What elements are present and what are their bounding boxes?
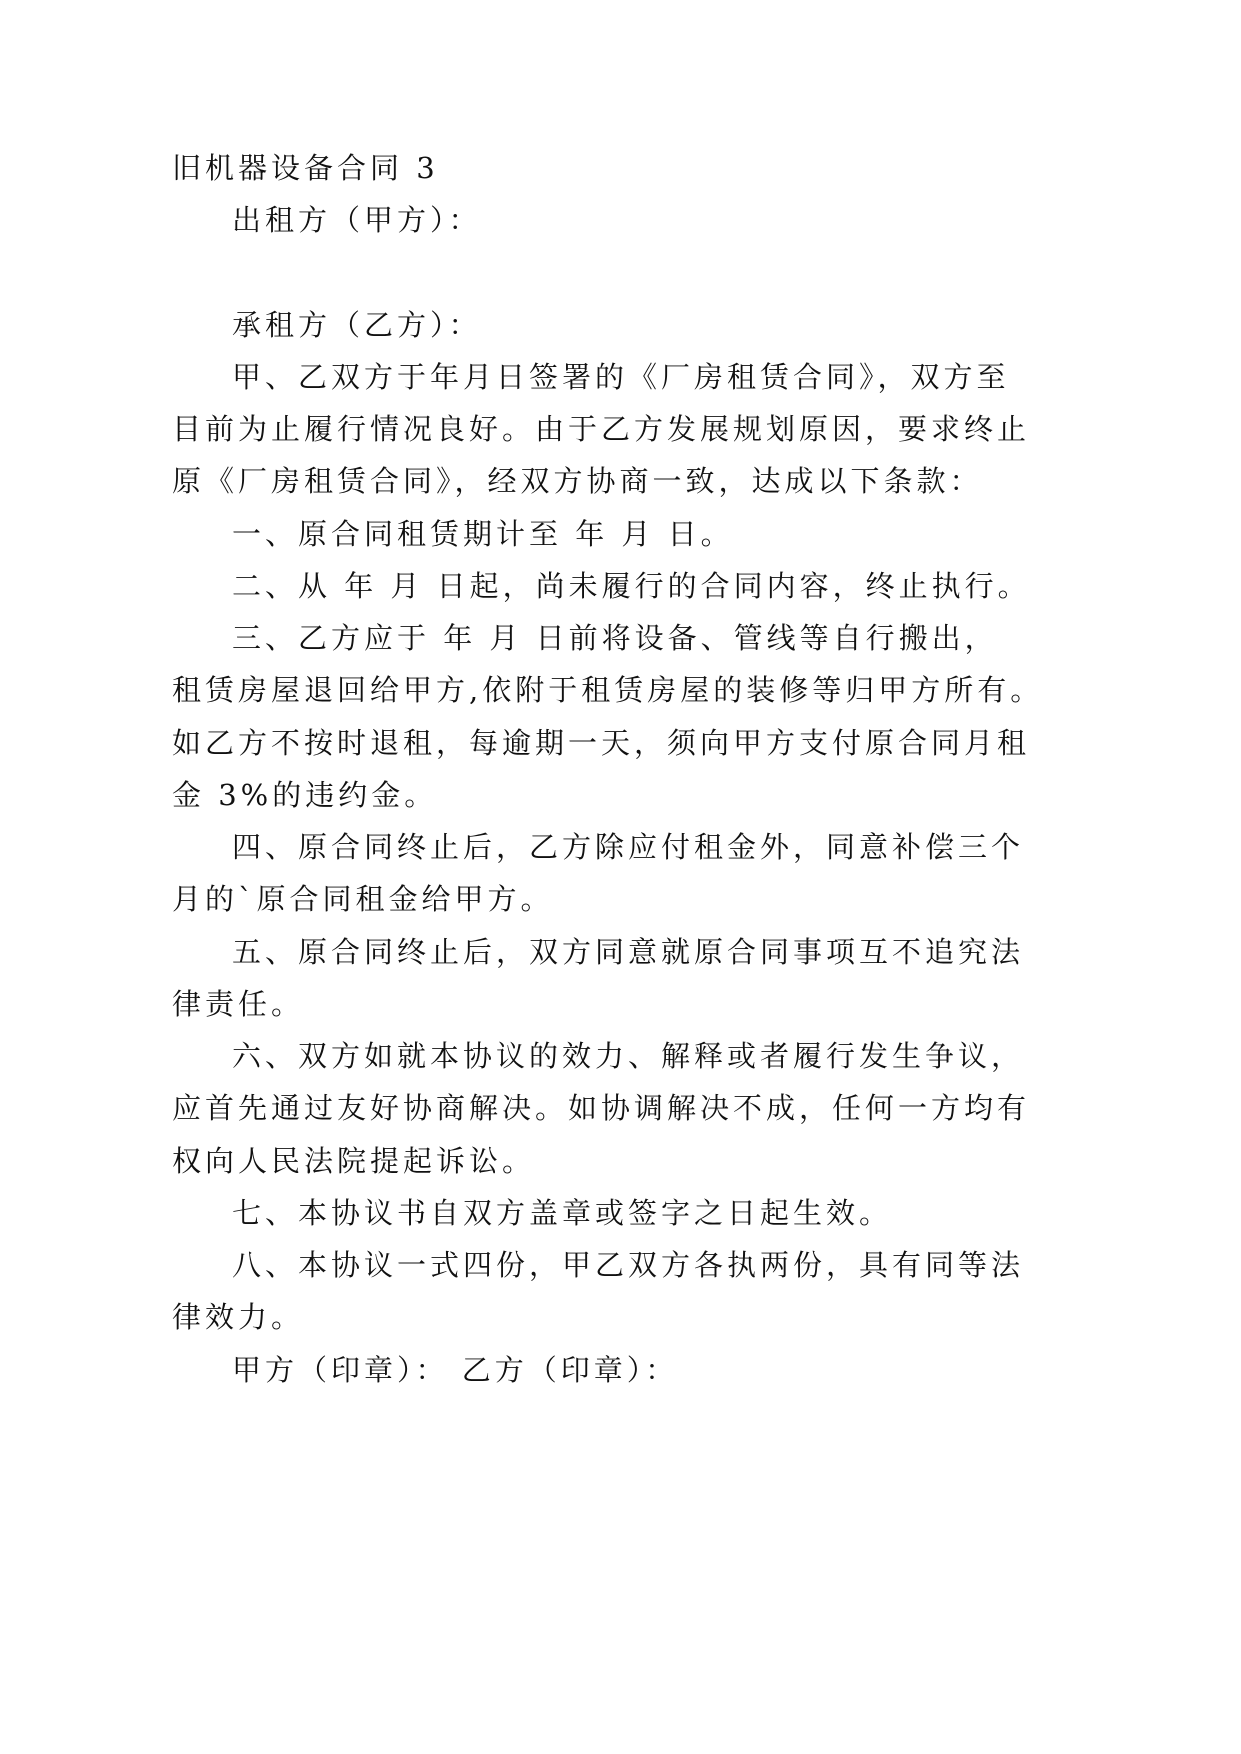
clause-3-line: 如乙方不按时退租，每逾期一天，须向甲方支付原合同月租: [172, 726, 1031, 760]
document-title: 旧机器设备合同 3: [172, 151, 439, 185]
clause-8-line: 律效力。: [172, 1300, 305, 1334]
lessee-line: 承租方（乙方）：: [232, 308, 482, 342]
clause-5-line: 五、原合同终止后，双方同意就原合同事项互不追究法: [232, 935, 1025, 969]
clause-3-line: 金 3%的违约金。: [172, 778, 438, 812]
clause-5-line: 律责任。: [172, 987, 305, 1021]
signature-line: 甲方（印章）： 乙方（印章）：: [232, 1353, 679, 1387]
paragraph-line: 甲、乙双方于年月日签署的《厂房租赁合同》，双方至: [232, 360, 1010, 394]
clause-6-line: 权向人民法院提起诉讼。: [172, 1144, 536, 1178]
paragraph-line: 目前为止履行情况良好。由于乙方发展规划原因，要求终止: [172, 412, 1031, 446]
lessor-line: 出租方（甲方）：: [232, 203, 482, 237]
clause-7-line: 七、本协议书自双方盖章或签字之日起生效。: [232, 1196, 893, 1230]
clause-2-line: 二、从 年 月 日起，尚未履行的合同内容，终止执行。: [232, 569, 1031, 603]
paragraph-line: 原《厂房租赁合同》，经双方协商一致，达成以下条款：: [172, 464, 983, 498]
clause-6-line: 六、双方如就本协议的效力、解释或者履行发生争议，: [232, 1039, 1025, 1073]
clause-8-line: 八、本协议一式四份，甲乙双方各执两份，具有同等法: [232, 1248, 1025, 1282]
clause-4-line: 四、原合同终止后，乙方除应付租金外，同意补偿三个: [232, 830, 1025, 864]
clause-4-line: 月的`原合同租金给甲方。: [172, 882, 554, 916]
clause-3-line: 租赁房屋退回给甲方,依附于租赁房屋的装修等归甲方所有。: [172, 673, 1044, 707]
clause-1-line: 一、原合同租赁期计至 年 月 日。: [232, 517, 734, 551]
clause-3-line: 三、乙方应于 年 月 日前将设备、管线等自行搬出，: [232, 621, 998, 655]
clause-6-line: 应首先通过友好协商解决。如协调解决不成，任何一方均有: [172, 1091, 1031, 1125]
